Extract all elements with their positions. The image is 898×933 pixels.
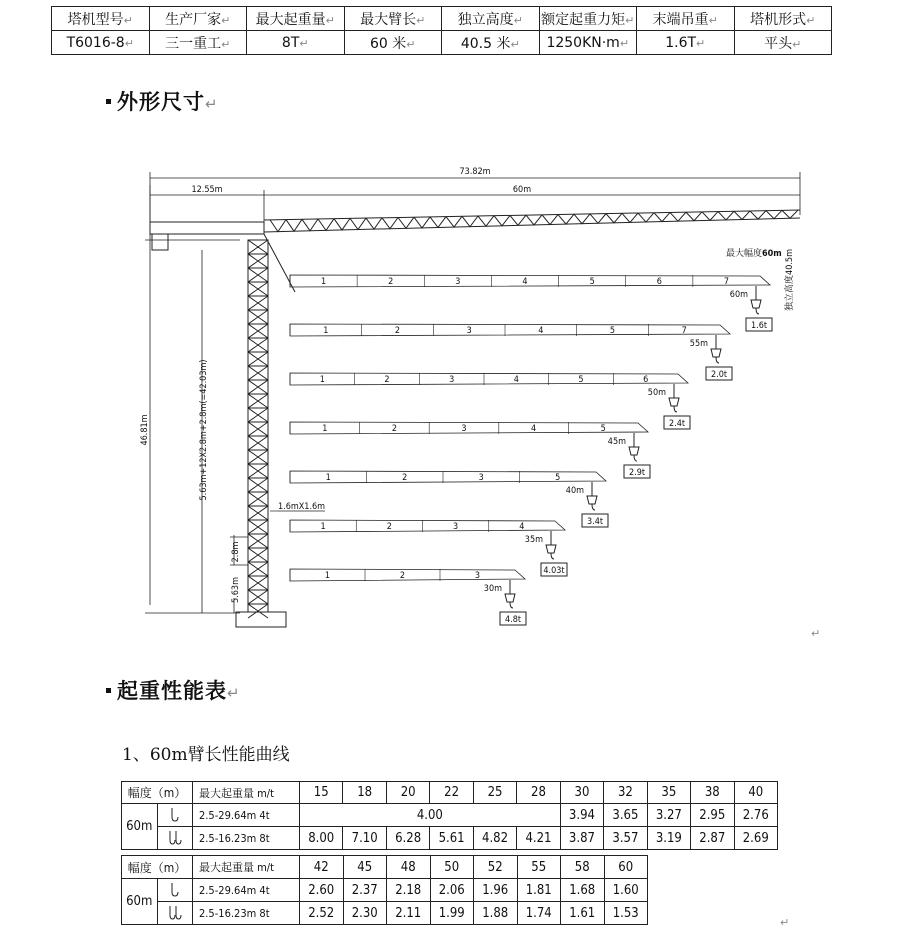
value-cell: 3.94 (560, 804, 603, 827)
jib-section-number: 1 (323, 326, 329, 336)
single-hook-icon (157, 804, 193, 827)
radius-cell: 45 (343, 856, 387, 879)
table-row (122, 804, 778, 827)
table-row (122, 827, 778, 850)
spec-header-cell: 塔机形式↵ (734, 7, 832, 31)
single-hook-icon (157, 879, 193, 902)
free-height-label: 独立高度40.5m (785, 249, 795, 311)
value-cell: 2.06 (430, 879, 474, 902)
jib-section-number: 5 (600, 424, 606, 434)
value-cell: 1.74 (517, 902, 561, 925)
value-cell: 3.65 (604, 804, 647, 827)
counter-jib (150, 222, 295, 292)
jib-section-number: 1 (325, 473, 331, 483)
jib-section-number: 4 (531, 424, 537, 434)
spec-header-cell: 最大臂长↵ (344, 7, 442, 31)
radius-cell: 15 (300, 782, 343, 804)
value-cell: 3.87 (560, 827, 603, 850)
jib-section-number: 4 (522, 277, 528, 287)
mast-formula-label: 5.63m+12X2.8m+2.8m(=42.03m) (199, 359, 209, 501)
jib-section-number: 4 (538, 326, 544, 336)
radius-cell: 52 (474, 856, 518, 879)
spec-header-cell: 末端吊重↵ (637, 7, 735, 31)
radius-cell: 32 (604, 782, 647, 804)
tower-mast (248, 240, 268, 618)
radius-cell: 30 (560, 782, 603, 804)
table-header-row (122, 782, 778, 804)
radius-label: 55m (689, 339, 708, 349)
value-cell: 4.82 (473, 827, 516, 850)
jib-config-bar (290, 422, 648, 434)
radius-label: 35m (524, 535, 543, 545)
spec-value-cell: 1250KN·m↵ (539, 31, 637, 55)
jib-section-number: 2 (402, 473, 408, 483)
jib-section-number: 3 (466, 326, 472, 336)
load-label: 4.03t (543, 566, 565, 576)
mast-section-label: 1.6mX1.6m (278, 502, 326, 512)
value-cell: 3.27 (647, 804, 690, 827)
spec-value-cell: 三一重工↵ (149, 31, 247, 55)
spec-value-cell: 8T↵ (247, 31, 345, 55)
jib-section-number: 7 (723, 277, 730, 287)
jib-section-number: 2 (386, 522, 392, 532)
load-label: 2.4t (668, 419, 686, 429)
performance-table-2 (121, 855, 648, 925)
hook-block-icon (629, 447, 639, 461)
double-hook-icon (157, 827, 193, 850)
jib-config-bar (290, 373, 688, 385)
jib-section-number: 3 (478, 473, 484, 483)
spec-value-cell: T6016-8↵ (52, 31, 150, 55)
value-cell: 3.57 (604, 827, 647, 850)
hook-block-icon (587, 496, 597, 510)
value-cell: 1.60 (604, 879, 648, 902)
load-header: 最大起重量 m/t (193, 856, 300, 879)
value-cell: 2.11 (387, 902, 431, 925)
jib-section-number: 1 (320, 277, 327, 287)
radius-cell: 50 (430, 856, 474, 879)
section-heading-dimensions: 外形尺寸↵ (106, 86, 219, 116)
radius-header: 幅度（m） (122, 782, 193, 804)
spec-value-cell: 1.6T↵ (637, 31, 735, 55)
radius-cell: 25 (473, 782, 516, 804)
row-range-cell: 2.5-29.64m 4t (193, 879, 300, 902)
section-height-label: 2.8m (231, 541, 241, 563)
max-radius-label: 最大幅度60m (726, 249, 782, 259)
bullet-icon (106, 99, 111, 104)
jib-section-number: 2 (394, 326, 401, 336)
jib-section-number: 1 (322, 424, 328, 434)
spec-value-cell: 平头↵ (734, 31, 832, 55)
paragraph-mark: ↵ (780, 916, 790, 929)
crane-dimension-drawing (130, 160, 810, 635)
value-cell: 1.68 (561, 879, 605, 902)
value-cell: 5.61 (430, 827, 473, 850)
value-cell: 4.21 (517, 827, 560, 850)
value-cell: 2.60 (300, 879, 344, 902)
radius-cell: 58 (561, 856, 605, 879)
jib-section-number: 1 (319, 375, 325, 385)
hook-block-icon (546, 545, 556, 559)
radius-label: 40m (565, 486, 584, 496)
jib-section-number: 5 (589, 277, 595, 287)
radius-cell: 42 (300, 856, 344, 879)
crane-jib (264, 210, 800, 232)
jib-config-bar (290, 324, 730, 336)
row-range-cell: 2.5-16.23m 8t (193, 827, 300, 850)
value-cell: 2.52 (300, 902, 344, 925)
jib-section-number: 6 (656, 277, 662, 287)
section-heading-performance: 起重性能表↵ (106, 675, 241, 705)
load-label: 4.8t (504, 615, 522, 625)
value-cell: 2.69 (734, 827, 777, 850)
value-cell: 1.61 (561, 902, 605, 925)
hook-block-icon (505, 594, 515, 608)
value-cell: 2.18 (387, 879, 431, 902)
jib-section-number: 3 (453, 522, 459, 532)
jib-section-number: 5 (555, 473, 561, 483)
radius-label: 30m (483, 584, 502, 594)
total-height-label: 46.81m (140, 414, 150, 446)
load-label: 3.4t (586, 517, 604, 527)
jib-section-number: 1 (320, 522, 326, 532)
radius-cell: 20 (386, 782, 429, 804)
radius-header: 幅度（m） (122, 856, 193, 879)
jib-section-number: 3 (455, 277, 461, 287)
value-cell: 7.10 (343, 827, 386, 850)
jib-section-number: 5 (578, 375, 584, 385)
counter-jib-label: 12.55m (191, 185, 223, 195)
jib-length-label: 60m (512, 185, 532, 195)
radius-label: 60m (729, 290, 748, 300)
value-cell: 1.81 (517, 879, 561, 902)
load-header: 最大起重量 m/t (193, 782, 300, 804)
base-height-label: 5.63m (231, 577, 241, 603)
spec-header-cell: 额定起重力矩↵ (539, 7, 637, 31)
jib-config-bar (290, 275, 770, 287)
spec-value-cell: 40.5 米↵ (442, 31, 540, 55)
load-label: 2.9t (628, 468, 646, 478)
radius-label: 50m (647, 388, 666, 398)
merged-value-cell: 4.00 (300, 804, 561, 827)
load-label: 1.6t (750, 321, 768, 331)
boom-length-cell: 60m (122, 879, 158, 925)
dimension-lines (145, 172, 800, 613)
hook-block-icon (751, 300, 761, 314)
spec-value-cell: 60 米↵ (344, 31, 442, 55)
table-row (122, 879, 648, 902)
crane-base (236, 612, 286, 627)
value-cell: 2.37 (343, 879, 387, 902)
radius-label: 45m (607, 437, 626, 447)
spec-header-cell: 最大起重量↵ (247, 7, 345, 31)
jib-configurations (290, 275, 772, 625)
radius-cell: 38 (691, 782, 734, 804)
total-length-label: 73.82m (459, 167, 491, 177)
hook-block-icon (711, 349, 721, 363)
jib-section-number: 2 (399, 571, 406, 581)
jib-section-number: 5 (609, 326, 616, 336)
value-cell: 2.87 (691, 827, 734, 850)
jib-section-number: 1 (324, 571, 331, 581)
spec-header-cell: 独立高度↵ (442, 7, 540, 31)
radius-cell: 28 (517, 782, 560, 804)
load-label: 2.0t (710, 370, 728, 380)
radius-cell: 35 (647, 782, 690, 804)
paragraph-mark: ↵ (811, 627, 821, 640)
radius-cell: 48 (387, 856, 431, 879)
boom-length-cell: 60m (122, 804, 158, 850)
value-cell: 2.95 (691, 804, 734, 827)
value-cell: 1.99 (430, 902, 474, 925)
value-cell: 2.76 (734, 804, 777, 827)
value-cell: 8.00 (300, 827, 343, 850)
spec-table (51, 6, 832, 55)
curve-title: 1、60m臂长性能曲线 (122, 745, 290, 765)
row-range-cell: 2.5-16.23m 8t (193, 902, 300, 925)
jib-section-number: 2 (391, 424, 397, 434)
jib-section-number: 3 (461, 424, 467, 434)
jib-section-number: 2 (388, 277, 394, 287)
jib-section-number: 4 (519, 522, 525, 532)
spec-header-cell: 生产厂家↵ (149, 7, 247, 31)
value-cell: 6.28 (386, 827, 429, 850)
radius-cell: 18 (343, 782, 386, 804)
jib-section-number: 7 (681, 326, 687, 336)
spec-header-cell: 塔机型号↵ (52, 7, 150, 31)
value-cell: 2.30 (343, 902, 387, 925)
jib-section-number: 2 (384, 375, 390, 385)
row-range-cell: 2.5-29.64m 4t (193, 804, 300, 827)
jib-section-number: 6 (643, 375, 649, 385)
radius-cell: 22 (430, 782, 473, 804)
radius-cell: 60 (604, 856, 648, 879)
spec-value-row (52, 31, 832, 55)
table-header-row (122, 856, 648, 879)
jib-section-number: 3 (449, 375, 455, 385)
value-cell: 1.88 (474, 902, 518, 925)
bullet-icon (106, 688, 111, 693)
value-cell: 1.96 (474, 879, 518, 902)
spec-header-row (52, 7, 832, 31)
value-cell: 3.19 (647, 827, 690, 850)
radius-cell: 55 (517, 856, 561, 879)
hook-block-icon (669, 398, 679, 412)
table-row (122, 902, 648, 925)
value-cell: 1.53 (604, 902, 648, 925)
jib-section-number: 3 (474, 571, 481, 581)
jib-section-number: 4 (513, 375, 519, 385)
performance-table-1 (121, 781, 778, 850)
double-hook-icon (157, 902, 193, 925)
radius-cell: 40 (734, 782, 777, 804)
